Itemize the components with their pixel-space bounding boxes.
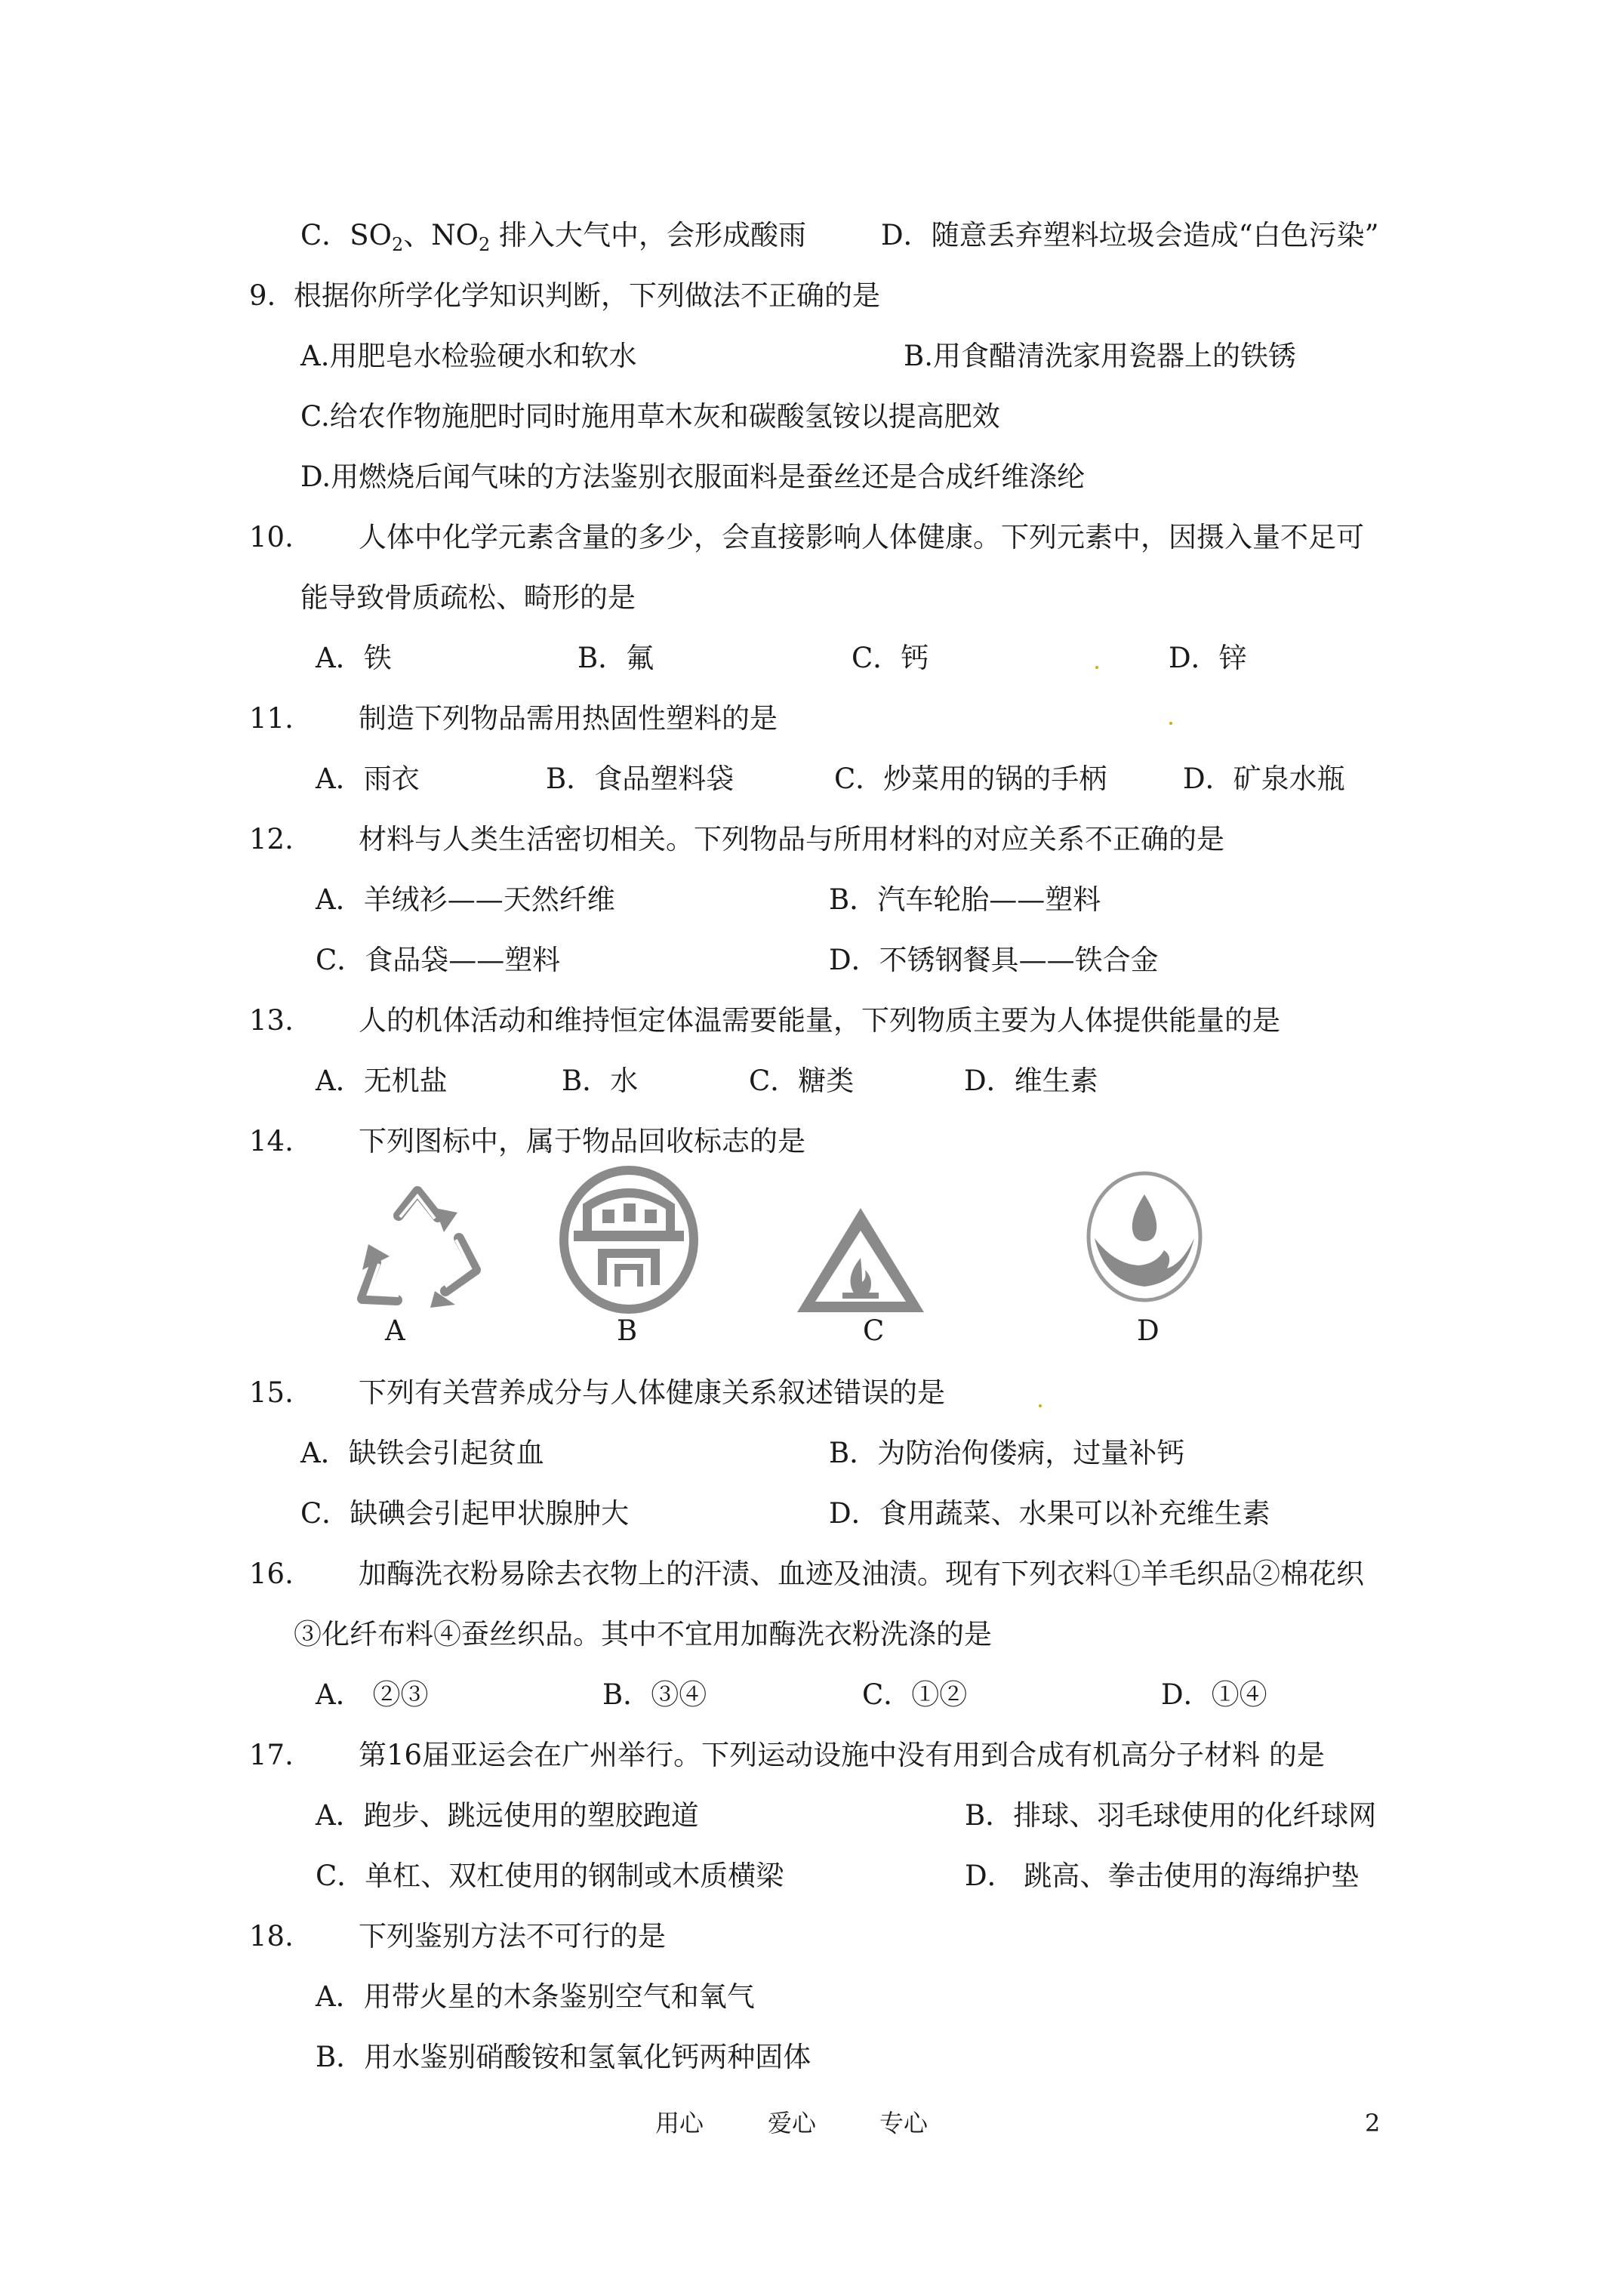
q10-number: 10. — [249, 521, 294, 553]
q15-option-c: C．缺碘会引起甲状腺肿大 — [300, 1497, 630, 1530]
q17-number: 17. — [249, 1739, 294, 1771]
q16-option-a: A． ②③ — [316, 1678, 429, 1711]
q17-option-b: B．排球、羽毛球使用的化纤球网 — [965, 1799, 1377, 1832]
q17-option-a: A．跑步、跳远使用的塑胶跑道 — [316, 1799, 699, 1832]
q10-option-c: C．钙 — [852, 642, 929, 674]
q8-option-d: D．随意丢弃塑料垃圾会造成“白色污染” — [881, 219, 1379, 251]
q18-number: 18. — [249, 1920, 294, 1952]
water-drop-hand-icon — [1084, 1169, 1205, 1305]
q13-stem: 人的机体活动和维持恒定体温需要能量，下列物质主要为人体提供能量的是 — [359, 1004, 1280, 1037]
q15-option-a: A．缺铁会引起贫血 — [300, 1437, 544, 1469]
q9-stem: 根据你所学化学知识判断，下列做法不正确的是 — [294, 279, 880, 312]
print-speck — [1039, 1404, 1042, 1407]
page-number: 2 — [1365, 2109, 1381, 2137]
q14-label-b: B — [617, 1314, 638, 1347]
q18-option-b: B．用水鉴别硝酸铵和氢氧化钙两种固体 — [316, 2041, 812, 2073]
q13-option-a: A．无机盐 — [316, 1065, 448, 1097]
q15-stem: 下列有关营养成分与人体健康关系叙述错误的是 — [359, 1376, 945, 1409]
q12-option-b: B．汽车轮胎——塑料 — [829, 883, 1101, 916]
q13-number: 13. — [249, 1004, 294, 1037]
q17-option-d: D． 跳高、拳击使用的海绵护垫 — [965, 1860, 1360, 1892]
q16-stem-line2: ③化纤布料④蚕丝织品。其中不宜用加酶洗衣粉洗涤的是 — [294, 1618, 992, 1650]
footer-motto-3: 专心 — [879, 2109, 929, 2137]
q9-number: 9. — [249, 279, 276, 312]
q14-stem: 下列图标中，属于物品回收标志的是 — [359, 1125, 805, 1157]
q14-label-d: D — [1137, 1314, 1160, 1347]
q13-option-c: C．糖类 — [749, 1065, 855, 1097]
q12-stem: 材料与人类生活密切相关。下列物品与所用材料的对应关系不正确的是 — [359, 823, 1224, 855]
q9-option-c: C.给农作物施肥时同时施用草木灰和碳酸氢铵以提高肥效 — [300, 400, 1000, 433]
flammable-warning-icon — [793, 1203, 929, 1317]
q11-option-a: A．雨衣 — [316, 763, 420, 795]
q11-option-b: B．食品塑料袋 — [546, 763, 735, 795]
footer-motto-2: 爱心 — [768, 2109, 817, 2137]
print-speck — [1169, 722, 1172, 725]
q15-option-b: B．为防治佝偻病，过量补钙 — [829, 1437, 1185, 1469]
q8-option-c: C．$SO_2$、$NO_2$ 排入大气中，会形成酸雨 — [300, 219, 807, 255]
q10-stem-line2: 能导致骨质疏松、畸形的是 — [300, 581, 636, 614]
q9-option-d: D.用燃烧后闻气味的方法鉴别衣服面料是蚕丝还是合成纤维涤纶 — [300, 461, 1086, 493]
q10-stem-line1: 人体中化学元素含量的多少，会直接影响人体健康。下列元素中，因摄入量不足可 — [359, 521, 1364, 553]
q14-label-c: C — [863, 1314, 885, 1347]
q16-number: 16. — [249, 1558, 294, 1590]
water-saving-emblem-icon — [557, 1164, 701, 1315]
q16-option-c: C．①② — [862, 1678, 968, 1711]
q16-stem-line1: 加酶洗衣粉易除去衣物上的汗渍、血迹及油渍。现有下列衣料①羊毛织品②棉花织 — [359, 1558, 1364, 1590]
recycle-icon — [346, 1178, 489, 1321]
q16-option-d: D．①④ — [1161, 1678, 1267, 1711]
q11-number: 11. — [249, 702, 294, 735]
q18-option-a: A．用带火星的木条鉴别空气和氧气 — [316, 1980, 755, 2013]
q12-option-d: D．不锈钢餐具——铁合金 — [829, 944, 1159, 976]
q10-option-a: A．铁 — [316, 642, 392, 674]
q15-number: 15. — [249, 1376, 294, 1409]
print-speck — [1095, 666, 1098, 669]
q12-option-c: C．食品袋——塑料 — [316, 944, 561, 976]
q9-option-a: A.用肥皂水检验硬水和软水 — [300, 340, 637, 372]
q9-option-b: B.用食醋清洗家用瓷器上的铁锈 — [904, 340, 1296, 372]
q10-option-d: D．锌 — [1169, 642, 1247, 674]
q15-option-d: D．食用蔬菜、水果可以补充维生素 — [829, 1497, 1270, 1530]
q11-option-d: D．矿泉水瓶 — [1183, 763, 1345, 795]
q18-stem: 下列鉴别方法不可行的是 — [359, 1920, 666, 1952]
q14-number: 14. — [249, 1125, 294, 1157]
q17-stem: 第16届亚运会在广州举行。下列运动设施中没有用到合成有机高分子材料 的是 — [359, 1739, 1325, 1771]
q10-option-b: B．氟 — [577, 642, 654, 674]
q12-option-a: A．羊绒衫——天然纤维 — [316, 883, 615, 916]
q13-option-b: B．水 — [562, 1065, 639, 1097]
q14-label-a: A — [385, 1314, 405, 1347]
footer-motto-1: 用心 — [655, 2109, 704, 2137]
q13-option-d: D．维生素 — [964, 1065, 1098, 1097]
q12-number: 12. — [249, 823, 294, 855]
q17-option-c: C．单杠、双杠使用的钢制或木质横梁 — [316, 1860, 784, 1892]
q16-option-b: B．③④ — [602, 1678, 707, 1711]
q11-option-c: C．炒菜用的锅的手柄 — [834, 763, 1107, 795]
q11-stem: 制造下列物品需用热固性塑料的是 — [359, 702, 778, 735]
